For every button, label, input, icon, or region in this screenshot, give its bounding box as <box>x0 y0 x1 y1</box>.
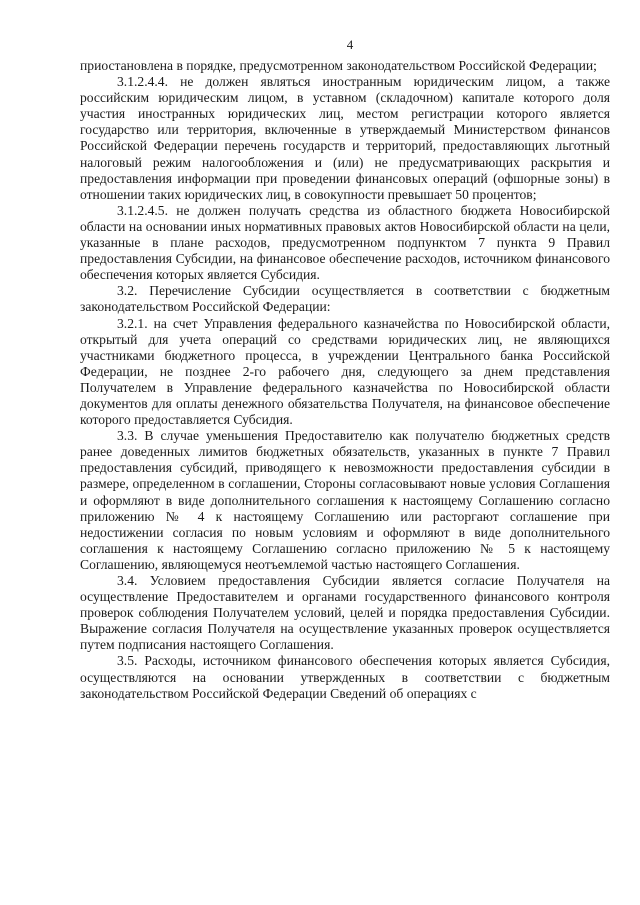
paragraph-continuation: приостановлена в порядке, предусмотренном законодательством Российской Федерации; <box>80 58 597 73</box>
paragraph-3-1-2-4-5: 3.1.2.4.5. не должен получать средства из областного бюджета Новосибирской области на основании иных нормативных правовых актов Новосибирской области на цели, указанные в плане расходов, предусмотренном подпунктом 7 пункта 9 Правил предоставления Субсидии, на финансовое обеспечение расходов, источником финансового обеспечения которых является Субсидия. <box>80 202 610 283</box>
paragraph-3-2: 3.2. Перечисление Субсидии осуществляется в соответствии с бюджетным законодательством Российской Федерации: <box>80 283 610 315</box>
paragraph-3-2-1: 3.2.1. на счет Управления федерального казначейства по Новосибирской области, открытый для учета операций со средствами юридических лиц, не являющихся участниками бюджетного процесса, в учреждении Центрального банка Российской Федерации, не позднее 2-го рабочего дня, следующего за днем представления Получателем в Управление федерального казначейства по Новосибирской области документов для оплаты денежного обязательства Получателя, на финансовое обеспечение которого предоставляется Субсидия. <box>80 315 610 428</box>
page-number: 4 <box>346 37 354 52</box>
paragraph-3-1-2-4-4: 3.1.2.4.4. не должен являться иностранным юридическим лицом, а также российским юридическим лицом, в уставном (складочном) капитале которого доля участия иностранных юридических лиц, местом регистрации которого является государство или территория, включенные в утверждаемый Министерством финансов Российской Федерации перечень государств и территорий, предоставляющих льготный налоговый режим налогообложения и (или) не предусматривающих раскрытия и предоставления информации при проведении финансовых операций (офшорные зоны) в отношении таких юридических лиц, в совокупности превышает 50 процентов; <box>80 74 610 202</box>
paragraph-3-3: 3.3. В случае уменьшения Предоставителю как получателю бюджетных средств ранее доведенных лимитов бюджетных обязательств, указанных в пункте 7 Правил предоставления субсидий, приводящего к невозможности предоставления субсидии в размере, определенном в соглашении, Стороны согласовывают новые условия Соглашения и оформляют в виде дополнительного соглашения к настоящему Соглашению согласно приложению № 4 к настоящему Соглашению или расторгают соглашение при недостижении согласия по новым условиям и оформляют в виде дополнительного соглашения к настоящему Соглашению согласно приложению № 5 к настоящему Соглашению, являющемуся неотъемлемой частью настоящего Соглашения. <box>80 428 610 572</box>
document-body <box>80 58 610 702</box>
paragraph-3-5: 3.5. Расходы, источником финансового обеспечения которых является Субсидия, осуществляются на основании утвержденных в соответствии с бюджетным законодательством Российской Федерации Сведений об операциях с <box>80 653 610 701</box>
paragraph-3-4: 3.4. Условием предоставления Субсидии является согласие Получателя на осуществление Предоставителем и органами государственного финансового контроля проверок соблюдения Получателем условий, целей и порядка предоставления Субсидии. Выражение согласия Получателя на осуществление указанных проверок осуществляется путем подписания настоящего Соглашения. <box>80 573 610 653</box>
